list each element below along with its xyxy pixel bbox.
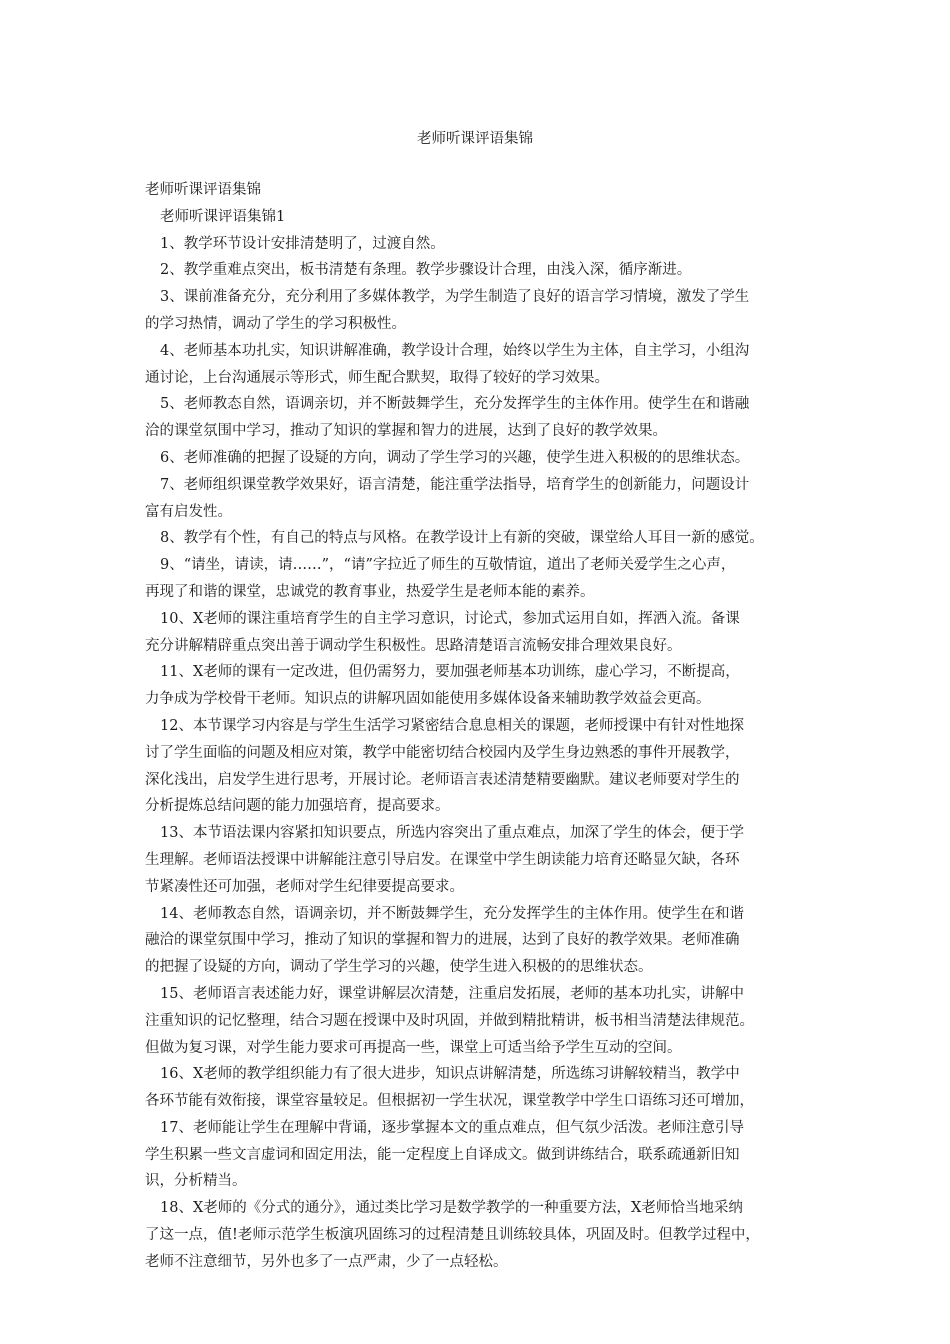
comment-paragraph <box>145 981 815 1061</box>
comment-paragraph <box>145 901 815 981</box>
paragraph-line: 16、X老师的教学组织能力有了很大进步，知识点讲解清楚，所选练习讲解较精当，教学中 <box>160 1066 740 1083</box>
comment-paragraph <box>145 257 815 284</box>
comment-paragraph <box>145 713 815 820</box>
comment-paragraph <box>145 231 815 258</box>
comment-paragraph <box>145 820 815 900</box>
comment-paragraph <box>145 1115 815 1195</box>
paragraph-line: 了这一点，值!老师示范学生板演巩固练习的过程清楚且训练较具体，巩固及时。但教学过程中， <box>145 1227 760 1244</box>
paragraph-line: 力争成为学校骨干老师。知识点的讲解巩固如能使用多媒体设备来辅助教学效益会更高。 <box>145 691 711 708</box>
paragraph-line: 注重知识的记忆整理，结合习题在授课中及时巩固，并做到精批精讲，板书相当清楚法律规范。 <box>145 1012 754 1029</box>
comment-paragraph <box>145 659 815 713</box>
paragraph-line: 11、X老师的课有一定改进，但仍需努力，要加强老师基本功训练，虚心学习，不断提高， <box>160 664 740 681</box>
comment-paragraph <box>145 1061 815 1115</box>
paragraph-line: 学生积累一些文言虚词和固定用法，能一定程度上自译成文。做到讲练结合，联系疏通新旧知 <box>145 1146 740 1163</box>
comment-paragraph <box>145 552 815 606</box>
paragraph-line: 6、老师准确的把握了设疑的方向，调动了学生学习的兴趣，使学生进入积极的的思维状态。 <box>160 449 750 466</box>
paragraph-line: 洽的课堂氛围中学习，推动了知识的掌握和智力的进展，达到了良好的教学效果。 <box>145 423 667 440</box>
paragraph-line: 18、X老师的《分式的通分》，通过类比学习是数学教学的一种重要方法，X老师恰当地采纳 <box>160 1200 743 1217</box>
paragraph-line: 10、X老师的课注重培育学生的自主学习意识，讨论式，参加式运用自如，挥洒入流。备课 <box>160 610 740 627</box>
paragraph-line: 7、老师组织课堂教学效果好，语言清楚，能注重学法指导，培育学生的创新能力，问题设计 <box>160 476 750 493</box>
comment-paragraph <box>145 1195 815 1275</box>
paragraph-line: 3、课前准备充分，充分利用了多媒体教学，为学生制造了良好的语言学习情境，激发了学生 <box>160 289 750 306</box>
paragraph-line: 充分讲解精辟重点突出善于调动学生积极性。思路清楚语言流畅安排合理效果良好。 <box>145 637 682 654</box>
comment-paragraph <box>145 284 815 338</box>
paragraph-line: 但做为复习课，对学生能力要求可再提高一些，课堂上可适当给予学生互动的空间。 <box>145 1039 682 1056</box>
paragraph-line: 4、老师基本功扎实，知识讲解准确，教学设计合理，始终以学生为主体，自主学习，小组沟 <box>160 342 750 359</box>
paragraph-line: 老师不注意细节，另外也多了一点严肃，少了一点轻松。 <box>145 1253 508 1270</box>
paragraph-line: 的把握了设疑的方向，调动了学生学习的兴趣，使学生进入积极的的思维状态。 <box>145 959 653 976</box>
paragraph-line: 5、老师教态自然，语调亲切，并不断鼓舞学生，充分发挥学生的主体作用。使学生在和谐融 <box>160 396 750 413</box>
paragraph-line: 2、教学重难点突出，板书清楚有条理。教学步骤设计合理，由浅入深，循序渐进。 <box>160 262 692 279</box>
paragraph-line: 识，分析精当。 <box>145 1173 247 1190</box>
paragraph-line: 12、本节课学习内容是与学生生活学习紧密结合息息相关的课题，老师授课中有针对性地探 <box>160 717 744 734</box>
paragraph-line: 8、教学有个性，有自己的特点与风格。在教学设计上有新的突破，课堂给人耳目一新的感觉。 <box>160 530 764 547</box>
comment-paragraph <box>145 606 815 660</box>
paragraph-line: 14、老师教态自然，语调亲切，并不断鼓舞学生，充分发挥学生的主体作用。使学生在和谐 <box>160 905 744 922</box>
comment-paragraph <box>145 472 815 526</box>
document-title: 老师听课评语集锦 <box>417 131 533 147</box>
paragraph-line: 13、本节语法课内容紧扣知识要点，所选内容突出了重点难点，加深了学生的体会，便于学 <box>160 825 744 842</box>
paragraph-line: 9、“请坐，请读，请……”，“请”字拉近了师生的互敬情谊，道出了老师关爱学生之心声， <box>160 557 736 574</box>
paragraph-line: 通讨论，上台沟通展示等形式，师生配合默契，取得了较好的学习效果。 <box>145 369 609 386</box>
paragraph-line: 15、老师语言表述能力好，课堂讲解层次清楚，注重启发拓展，老师的基本功扎实，讲解中 <box>160 985 744 1002</box>
comment-paragraph <box>145 525 815 552</box>
paragraph-line: 17、老师能让学生在理解中背诵，逐步掌握本文的重点难点，但气氛少活泼。老师注意引导 <box>160 1119 744 1136</box>
section-heading: 老师听课评语集锦 <box>145 182 261 198</box>
comment-paragraph <box>145 445 815 472</box>
comment-paragraph <box>145 391 815 445</box>
document-body <box>145 177 815 1276</box>
paragraph-line: 各环节能有效衔接，课堂容量较足。但根据初一学生状况，课堂教学中学生口语练习还可增加， <box>145 1093 754 1110</box>
paragraph-line: 融洽的课堂氛围中学习，推动了知识的掌握和智力的进展，达到了良好的教学效果。老师准确 <box>145 932 740 949</box>
paragraph-line: 再现了和谐的课堂，忠诚党的教育事业，热爱学生是老师本能的素养。 <box>145 583 595 600</box>
section-subheading: 老师听课评语集锦1 <box>160 208 286 225</box>
paragraph-line: 生理解。老师语法授课中讲解能注意引导启发。在课堂中学生朗读能力培育还略显欠缺，各环 <box>145 851 740 868</box>
paragraph-list <box>145 231 815 1276</box>
paragraph-line: 深化浅出，启发学生进行思考，开展讨论。老师语言表述清楚精要幽默。建议老师要对学生的 <box>145 771 740 788</box>
comment-paragraph <box>145 338 815 392</box>
paragraph-line: 分析提炼总结问题的能力加强培育，提高要求。 <box>145 798 450 815</box>
paragraph-line: 节紧凑性还可加强，老师对学生纪律要提高要求。 <box>145 878 464 895</box>
paragraph-line: 1、教学环节设计安排清楚明了，过渡自然。 <box>160 235 445 252</box>
paragraph-line: 讨了学生面临的问题及相应对策，教学中能密切结合校园内及学生身边熟悉的事件开展教学， <box>145 744 740 761</box>
paragraph-line: 富有启发性。 <box>145 503 232 520</box>
paragraph-line: 的学习热情，调动了学生的学习积极性。 <box>145 315 406 332</box>
